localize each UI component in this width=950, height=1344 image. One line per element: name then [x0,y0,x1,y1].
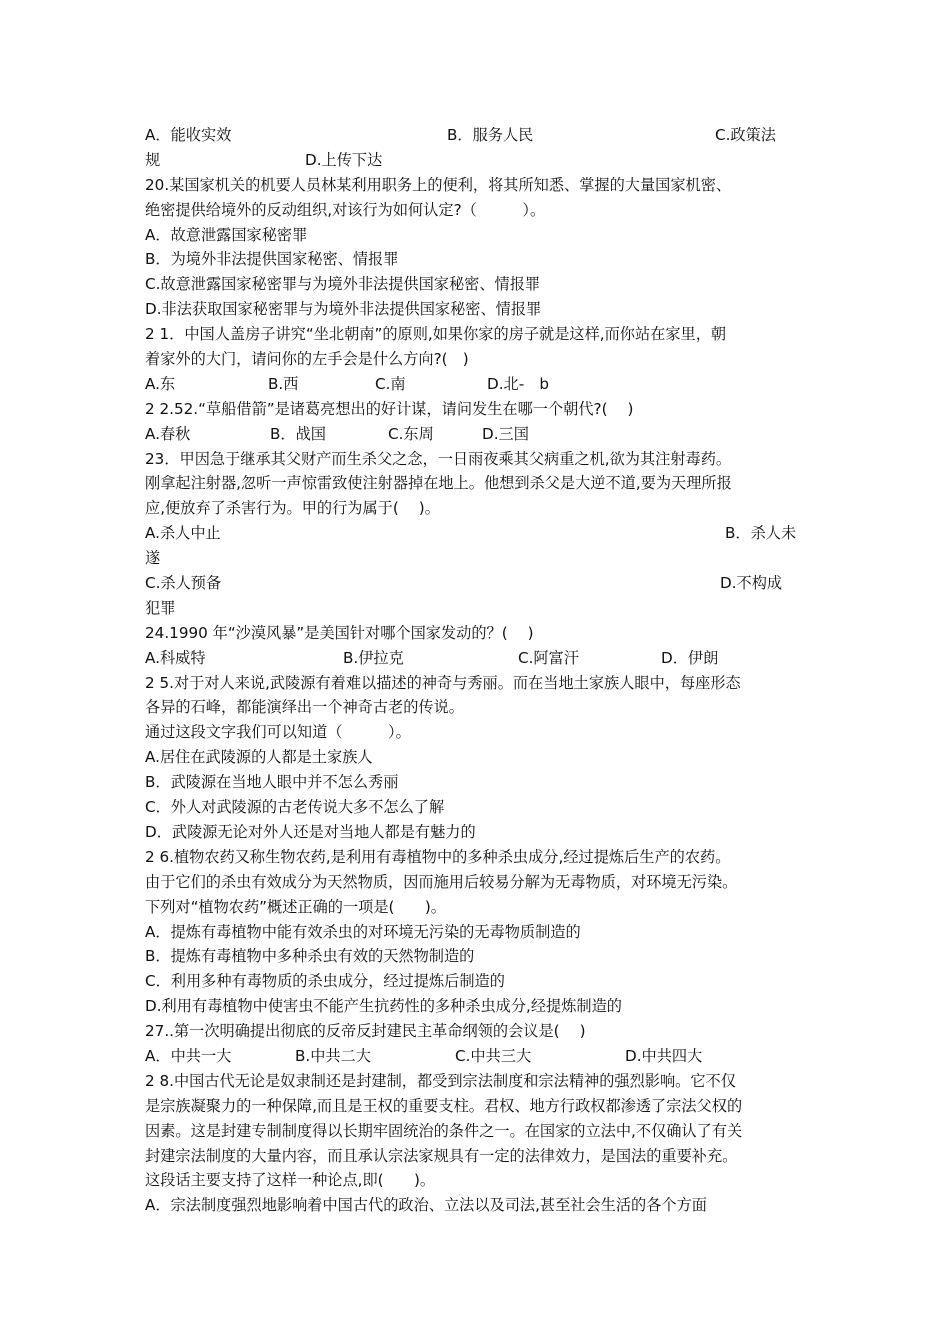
option-b: B．为境外非法提供国家秘密、情报罪 [145,250,399,269]
question-20-continued: 绝密提供给境外的反动组织,对该行为如何认定?（ ）。 [145,200,546,219]
option-c: C．外人对武陵源的古老传说大多不怎么了解 [145,798,445,817]
option-line [145,521,810,546]
option-line [145,123,810,148]
option-b: B．武陵源在当地人眼中并不怎么秀丽 [145,773,399,792]
document-page [145,123,810,1218]
question-28-continued: 封建宗法制度的大量内容，而且承认宗法家规具有一定的法律效力，是国法的重要补充。 [145,1146,738,1165]
option-c: C.东周 [388,424,434,443]
option-a: A.东 [145,374,176,393]
option-d: D.上传下达 [305,150,383,169]
option-d: D.三国 [482,424,529,443]
question-25-prompt: 通过这段文字我们可以知道（ ）。 [145,723,411,742]
option-line [145,148,810,173]
question-24: 24.1990 年“沙漠风暴”是美国针对哪个国家发动的？( ) [145,623,534,642]
option-d: D．武陵源无论对外人还是对当地人都是有魅力的 [145,822,476,841]
question-28-continued: 因素。这是封建专制制度得以长期牢固统治的条件之一。在国家的立法中,不仅确认了有关 [145,1121,743,1140]
option-a: A．故意泄露国家秘密罪 [145,225,308,244]
option-c: C.故意泄露国家秘密罪与为境外非法提供国家秘密、情报罪 [145,275,541,294]
option-c: C.南 [375,374,406,393]
question-22: 2 2.52.“草船借箭”是诸葛亮想出的好计谋，请问发生在哪一个朝代?( ) [145,399,634,418]
option-a: A．中共一大 [145,1046,232,1065]
option-d: D．伊朗 [661,648,719,667]
option-b: B.中共二大 [295,1046,371,1065]
option-a: A．宗法制度强烈地影响着中国古代的政治、立法以及司法,甚至社会生活的各个方面 [145,1196,707,1215]
option-b: B.伊拉克 [343,648,404,667]
question-21: 2 1．中国人盖房子讲究“坐北朝南”的原则,如果你家的房子就是这样,而你站在家里，朝 [145,325,727,344]
option-b: B．服务人民 [447,126,534,144]
option-line [145,422,810,447]
option-a: A．能收实效 [145,126,232,144]
question-28-continued: 是宗族凝聚力的一种保障,而且是王权的重要支柱。君权、地方行政权都渗透了宗法父权的 [145,1096,743,1115]
question-27: 27..第一次明确提出彻底的反帝反封建民主革命纲领的会议是( ) [145,1022,586,1041]
question-20: 20.某国家机关的机要人员林某利用职务上的便利，将其所知悉、掌握的大量国家机密、 [145,175,732,194]
option-d: D.北- b [487,374,550,393]
option-d: D.不构成 [720,574,783,593]
option-c: C.政策法 [715,126,776,144]
option-d: D.中共四大 [625,1046,703,1065]
option-d-continued: 犯罪 [145,598,176,617]
question-28-prompt: 这段话主要支持了这样一种论点,即( )。 [145,1171,436,1190]
question-25: 2 5.对于对人来说,武陵源有着难以描述的神奇与秀丽。而在当地土家族人眼中，每座形态 [145,673,741,692]
option-c: C.中共三大 [455,1046,532,1065]
option-b: B.西 [268,374,299,393]
option-b-continued: 遂 [145,549,161,568]
option-b: B．战国 [270,424,326,443]
question-25-continued: 各异的石峰，都能演绎出一个神奇古老的传说。 [145,698,464,717]
question-21-continued: 着家外的大门，请问你的左手会是什么方向?( ) [145,350,469,369]
question-26: 2 6.植物农药又称生物农药,是利用有毒植物中的多种杀虫成分,经过提炼后生产的农药。 [145,847,731,866]
option-a: A.科威特 [145,648,206,667]
option-c-continued: 规 [145,150,161,169]
option-line [145,646,810,671]
option-a: A.杀人中止 [145,524,221,543]
option-c: C.杀人预备 [145,574,222,593]
option-line [145,1044,810,1069]
option-a: A.居住在武陵源的人都是土家族人 [145,748,373,767]
option-line [145,571,810,596]
option-line [145,372,810,397]
option-c: C.阿富汗 [518,648,579,667]
question-23: 23．甲因急于继承其父财产而生杀父之念，一日雨夜乘其父病重之机,欲为其注射毒药。 [145,449,732,468]
option-d: D.非法获取国家秘密罪与为境外非法提供国家秘密、情报罪 [145,300,542,319]
option-b: B．提炼有毒植物中多种杀虫有效的天然物制造的 [145,947,475,966]
question-23-continued: 刚拿起注射器,忽听一声惊雷致使注射器掉在地上。他想到杀父是大逆不道,要为天理所报 [145,474,732,493]
question-26-prompt: 下列对“植物农药”概述正确的一项是( )。 [145,897,446,916]
option-b: B．杀人未 [725,524,797,543]
option-c: C．利用多种有毒物质的杀虫成分，经过提炼后制造的 [145,972,505,991]
question-23-continued: 应,便放弃了杀害行为。甲的行为属于( )。 [145,499,440,518]
option-d: D.利用有毒植物中使害虫不能产生抗药性的多种杀虫成分,经提炼制造的 [145,997,622,1016]
option-a: A.春秋 [145,424,191,443]
option-a: A．提炼有毒植物中能有效杀虫的对环境无污染的无毒物质制造的 [145,922,581,941]
question-28: 2 8.中国古代无论是奴隶制还是封建制，都受到宗法制度和宗法精神的强烈影响。它不仅 [145,1071,736,1090]
question-26-continued: 由于它们的杀虫有效成分为天然物质，因而施用后较易分解为无毒物质，对环境无污染。 [145,872,738,891]
